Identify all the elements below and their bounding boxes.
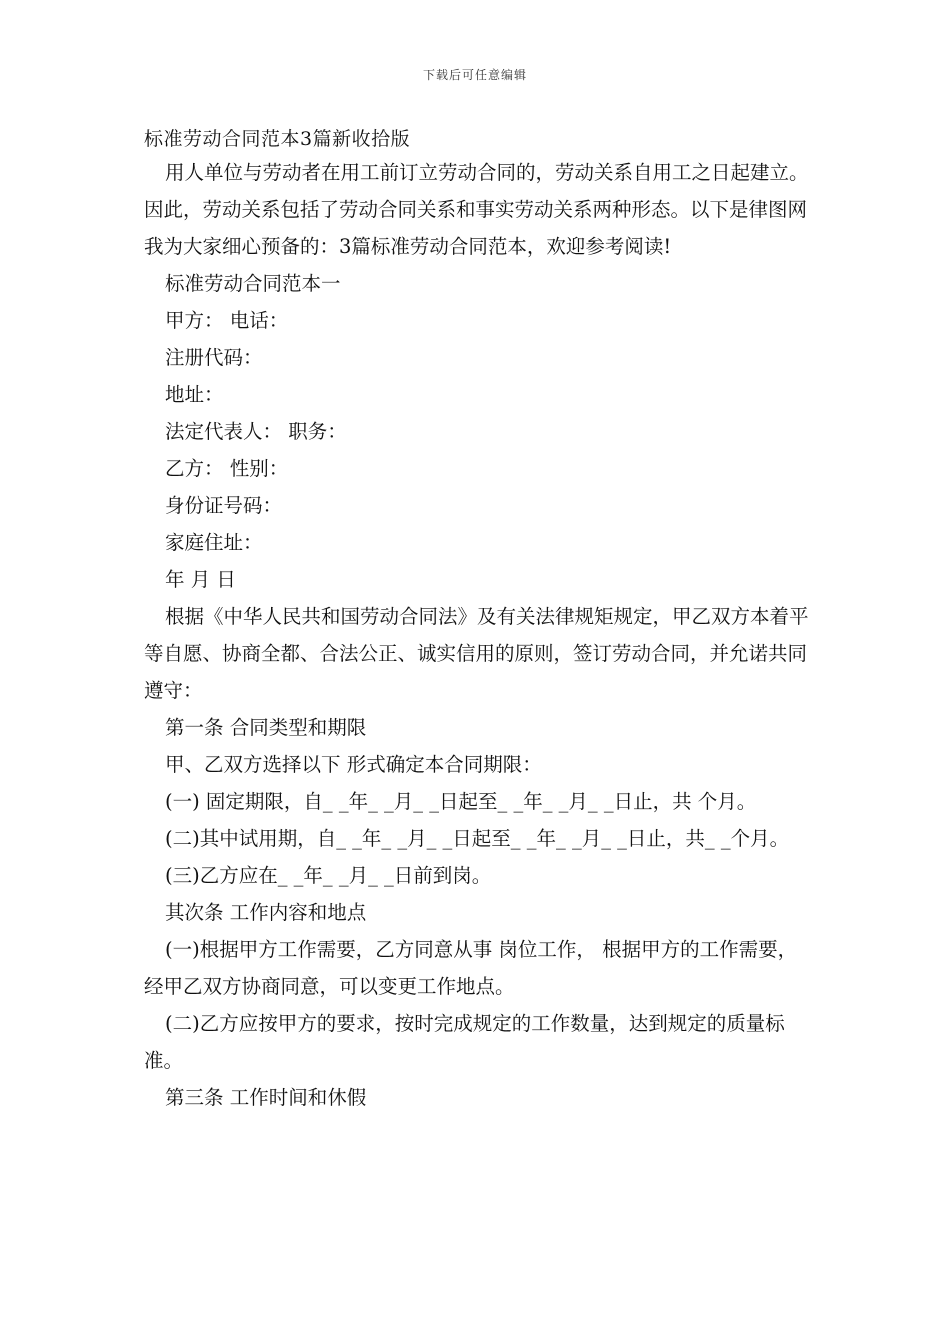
legal-basis-paragraph: 根据《中华人民共和国劳动合同法》及有关法律规矩规定，甲乙双方本着平等自愿、协商全都、合法公正、诚实信用的原则，签订劳动合同，并允诺共同遵守： <box>144 605 809 702</box>
article-three-heading: 第三条 工作时间和休假 <box>165 1086 367 1109</box>
registration-code-line: 注册代码： <box>165 346 263 369</box>
party-b-line: 乙方： 性别： <box>165 457 289 480</box>
home-address-line: 家庭住址： <box>165 531 263 554</box>
article-one-intro: 甲、乙双方选择以下 形式确定本合同期限： <box>165 753 542 776</box>
legal-representative-line: 法定代表人： 职务： <box>165 420 347 443</box>
party-a-line: 甲方： 电话： <box>165 309 289 332</box>
document-title: 标准劳动合同范本3篇新收拾版 <box>144 128 411 150</box>
id-number-line: 身份证号码： <box>165 494 283 517</box>
article-two-item-2: (二)乙方应按甲方的要求，按时完成规定的工作数量，达到规定的质量标准。 <box>144 1012 785 1072</box>
article-one-item-1: (一) 固定期限，自_ _年_ _月_ _日起至_ _年_ _月_ _日止，共 个月。 <box>165 790 757 813</box>
article-one-item-2: (二)其中试用期，自_ _年_ _月_ _日起至_ _年_ _月_ _日止，共_ _个月。 <box>165 827 790 850</box>
date-line: 年 月 日 <box>165 568 236 591</box>
article-two-heading: 其次条 工作内容和地点 <box>165 901 367 924</box>
article-two-item-1: (一)根据甲方工作需要，乙方同意从事 岗位工作， 根据甲方的工作需要，经甲乙双方协商同意，可以变更工作地点。 <box>144 938 798 998</box>
intro-paragraph: 用人单位与劳动者在用工前订立劳动合同的，劳动关系自用工之日起建立。因此，劳动关系包括了劳动合同关系和事实劳动关系两种形态。以下是律图网我为大家细心预备的：3篇标准劳动合同范本，欢迎参考阅读! <box>144 161 809 258</box>
document-body <box>144 154 810 1116</box>
article-one-heading: 第一条 合同类型和期限 <box>165 716 367 739</box>
article-one-item-3: (三)乙方应在_ _年_ _月_ _日前到岗。 <box>165 864 492 887</box>
section-heading-template-one: 标准劳动合同范本一 <box>165 272 341 295</box>
header-note: 下载后可任意编辑 <box>422 68 527 82</box>
address-line: 地址： <box>165 383 224 406</box>
